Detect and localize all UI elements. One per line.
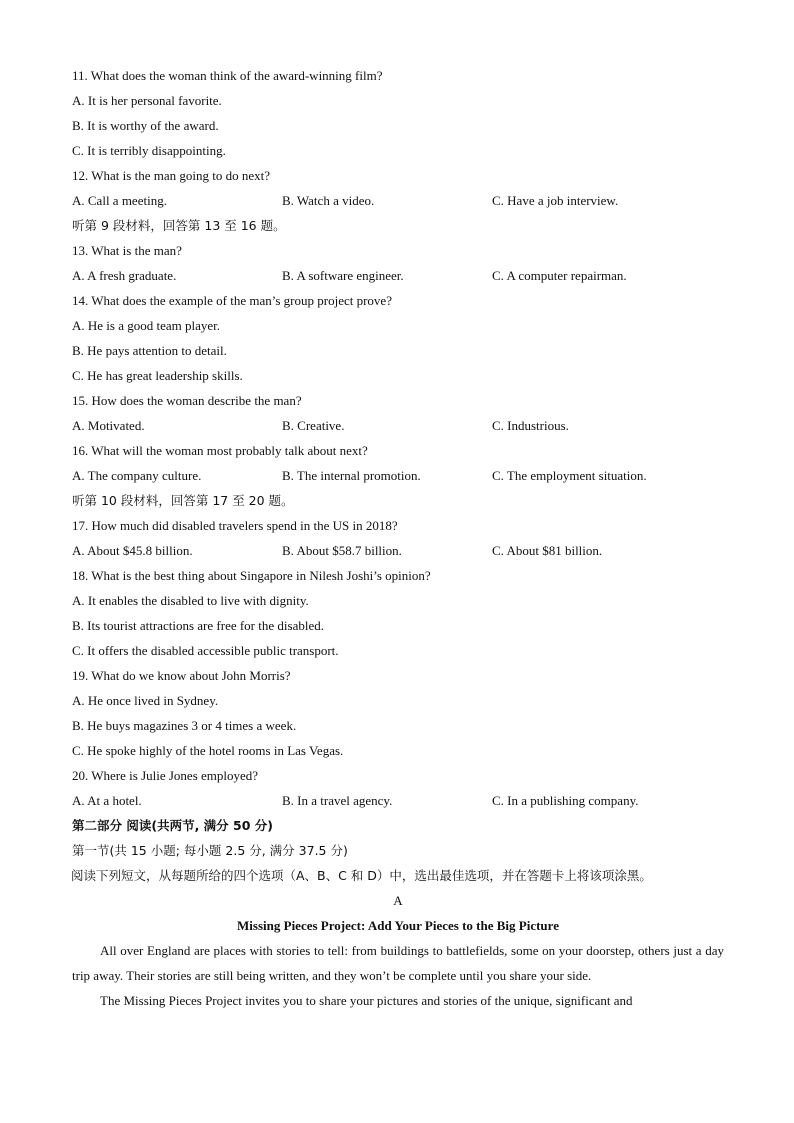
answer-option: C. In a publishing company. (492, 793, 639, 808)
options-row (72, 263, 724, 288)
answer-option: B. The internal promotion. (282, 468, 421, 483)
answer-option: C. About $81 billion. (492, 543, 603, 558)
answer-option: B. He pays attention to detail. (72, 343, 227, 358)
answer-option: A. He once lived in Sydney. (72, 693, 219, 708)
options-row (72, 188, 724, 213)
answer-option: B. Its tourist attractions are free for the disabled. (72, 618, 324, 633)
passage-paragraph: The Missing Pieces Project invites you to share your pictures and stories of the unique, significant and (100, 993, 633, 1008)
answer-option: B. A software engineer. (282, 268, 404, 283)
answer-option: C. It is terribly disappointing. (72, 143, 226, 158)
question-text: 12. What is the man going to do next? (72, 168, 270, 183)
answer-option: B. It is worthy of the award. (72, 118, 219, 133)
answer-option: B. In a travel agency. (282, 793, 393, 808)
options-row (72, 788, 724, 813)
listening-section (72, 63, 724, 813)
answer-option: A. Call a meeting. (72, 193, 167, 208)
options-row (72, 463, 724, 488)
answer-option: A. A fresh graduate. (72, 268, 177, 283)
answer-option: C. It offers the disabled accessible public transport. (72, 643, 339, 658)
question-text: 17. How much did disabled travelers spend in the US in 2018? (72, 518, 398, 533)
listening-instruction: 听第 10 段材料，回答第 17 至 20 题。 (72, 493, 294, 508)
answer-option: A. At a hotel. (72, 793, 142, 808)
answer-option: B. He buys magazines 3 or 4 times a week. (72, 718, 297, 733)
answer-option: B. Watch a video. (282, 193, 375, 208)
answer-option: C. The employment situation. (492, 468, 647, 483)
passage-paragraph: All over England are places with stories to tell: from buildings to battlefields, some on your doorstep, others just a day trip away. Their stories are still being written, and they won’t be complete until you share your side. (72, 943, 724, 983)
answer-option: C. Have a job interview. (492, 193, 619, 208)
question-text: 15. How does the woman describe the man? (72, 393, 302, 408)
options-row (72, 538, 724, 563)
question-text: 14. What does the example of the man’s group project prove? (72, 293, 392, 308)
answer-option: A. About $45.8 billion. (72, 543, 193, 558)
answer-option: C. He has great leadership skills. (72, 368, 243, 383)
reading-instruction: 阅读下列短文，从每题所给的四个选项（A、B、C 和 D）中，选出最佳选项，并在答题卡上将该项涂黑。 (71, 868, 652, 883)
question-text: 16. What will the woman most probably talk about next? (72, 443, 368, 458)
question-text: 13. What is the man? (72, 243, 182, 258)
answer-option: B. Creative. (282, 418, 345, 433)
options-row (72, 413, 724, 438)
question-text: 20. Where is Julie Jones employed? (72, 768, 259, 783)
question-text: 11. What does the woman think of the award-winning film? (72, 68, 383, 83)
answer-option: A. It is her personal favorite. (72, 93, 222, 108)
answer-option: C. A computer repairman. (492, 268, 627, 283)
answer-option: A. It enables the disabled to live with dignity. (72, 593, 309, 608)
section-one-heading: 第一节(共 15 小题; 每小题 2.5 分, 满分 37.5 分) (72, 843, 348, 858)
passage-title: Missing Pieces Project: Add Your Pieces to the Big Picture (237, 918, 559, 933)
passage-letter: A (393, 893, 403, 908)
listening-instruction: 听第 9 段材料，回答第 13 至 16 题。 (72, 218, 286, 233)
question-text: 18. What is the best thing about Singapore in Nilesh Joshi’s opinion? (72, 568, 431, 583)
answer-option: A. Motivated. (72, 418, 145, 433)
part-two-heading: 第二部分 阅读(共两节, 满分 50 分) (72, 818, 273, 833)
answer-option: B. About $58.7 billion. (282, 543, 402, 558)
answer-option: A. The company culture. (72, 468, 202, 483)
answer-option: C. He spoke highly of the hotel rooms in Las Vegas. (72, 743, 344, 758)
answer-option: C. Industrious. (492, 418, 569, 433)
question-text: 19. What do we know about John Morris? (72, 668, 291, 683)
document-page (72, 63, 724, 1013)
answer-option: A. He is a good team player. (72, 318, 221, 333)
